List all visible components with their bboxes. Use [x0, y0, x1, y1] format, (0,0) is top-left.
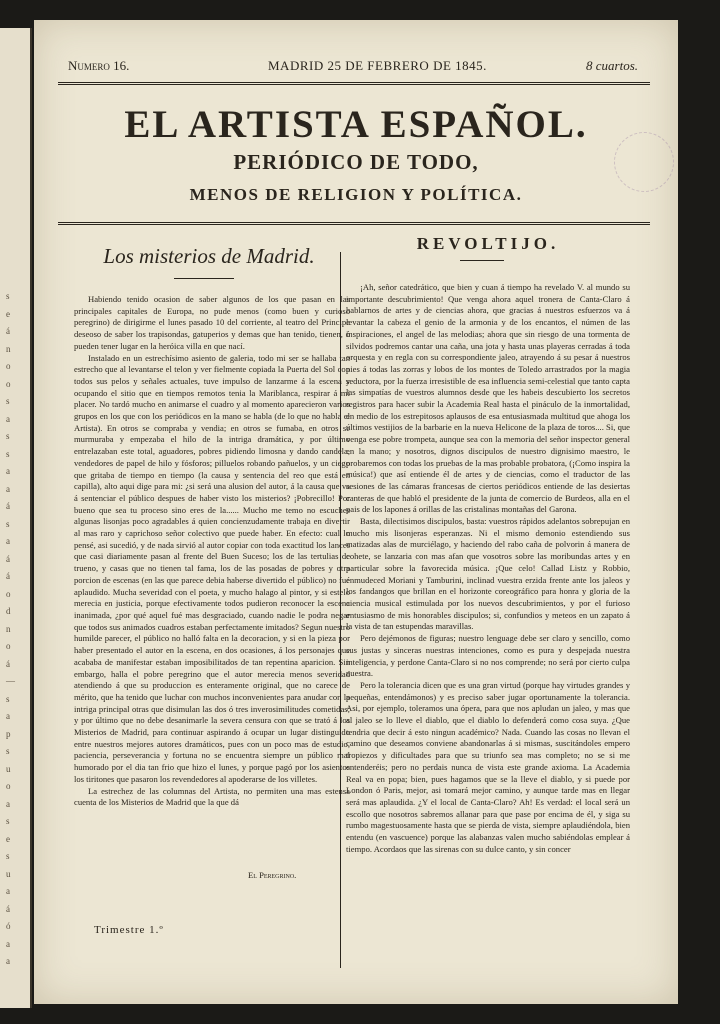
previous-page-fragment: á [6, 571, 10, 581]
footer-quarter: Trimestre 1.º [94, 924, 164, 936]
previous-page-fragment: s [6, 518, 10, 529]
previous-page-fragment: á [6, 553, 10, 564]
left-paragraph: Habiendo tenido ocasion de saber algunos de los que pasan en las principales capitales de Europa, no pude menos (como buen y curioso peregrino) de dirigirme el lunes pasado 10 del corriente, al teatro del Principe deseoso de saber los trapisondas, gatuperios y demas que han tenido, tienen, ó pueden tener lugar en la heróica villa en que nací. [74, 294, 350, 351]
previous-page-fragment: — [6, 676, 15, 686]
previous-page-fragment: u [6, 763, 11, 774]
newspaper-page [34, 20, 678, 1004]
previous-page-fragment: a [6, 413, 10, 424]
issue-number: Numero 16. [68, 58, 130, 73]
header-rule-top [58, 82, 650, 85]
previous-page-fragment: s [6, 816, 10, 826]
previous-page-fragment: n [6, 623, 11, 634]
previous-page-fragment: a [6, 536, 10, 546]
previous-page-fragment: a [6, 956, 10, 966]
previous-page-fragment: s [6, 851, 10, 861]
newspaper-subtitle: PERIÓDICO DE TODO, [233, 150, 479, 174]
previous-page-fragment: s [6, 431, 10, 441]
previous-page-fragment: a [6, 886, 10, 896]
previous-page-fragment: o [6, 361, 11, 371]
article-signature: El Peregrino. [248, 870, 297, 880]
previous-page-fragment: ó [6, 921, 11, 931]
left-article-title: Los misterios de Madrid. [103, 244, 315, 268]
previous-page-fragment: s [6, 746, 10, 756]
previous-page-fragment: u [6, 868, 11, 879]
previous-page-fragment: o [6, 378, 11, 389]
left-article-body [74, 294, 350, 809]
previous-page-fragment: s [6, 448, 10, 459]
previous-page-fragment: e [6, 833, 10, 844]
previous-page-fragment: o [6, 588, 11, 599]
right-paragraph: Basta, dilectisimos discipulos, basta: vuestros rápidos adelantos sobrepujan en mucho mis lisonjeras esperanzas. Ni el mismo demonio estendiendo sus matizadas alas de murciélago, y haciendo del rabo caña de polvorin á manera de cohete, se lanzaria con mas afan que vosotros sobre las moribundas artes y en particular sobre la favorecida música. ¡Que celo! Callad Listz y Robbio, enmudeced Moriani y Tamburini, inclinad vuestra erzida frente ante los jaleos y los fandangos que brillan en el horizonte coreográfico para honra y gloria de la ciencia musical estimulada por los nuevos descubrimientos, y por el furioso entusiasmo de mis honorables discipulos; si, confundios y meteos en un zapato á la vista de tan estupendas maravillas. [346, 516, 630, 632]
previous-page-fragment: a [6, 466, 10, 476]
previous-page-fragment: e [6, 308, 10, 319]
previous-page-fragment: n [6, 343, 11, 354]
previous-page-fragment: a [6, 483, 10, 494]
previous-page-fragment: á [6, 326, 10, 336]
previous-page-fragment: d [6, 606, 11, 616]
issue-price: 8 cuartos. [586, 58, 638, 73]
previous-page-fragment: á [6, 658, 10, 669]
previous-page-fragment: s [6, 396, 10, 406]
previous-page-fragment: á [6, 903, 10, 914]
previous-page-fragment: o [6, 781, 11, 791]
left-paragraph: La estrechez de las columnas del Artista, no permiten una mas estensa cuenta de los Misterios de Madrid que la que dá [74, 785, 350, 808]
left-paragraph: Instalado en un estrechísimo asiento de galeria, todo mi ser se hallaba tan estrecho que al levantarse el telon y ver fielmente copiada la Puerta del Sol con todos sus pelos y señales actuales, tuve impulso de lanzarme á la escena y ocupando el sitio que en tiempos remotos tenia la Mariblanca, respirar á mi placer. No tardó mucho en animarse el cuadro y al momento aparecieron varios grupos en los que con los periódicos en la mano se habla (de lo que no habla el Artista). En otros se compraba y vendia; en otros se fumaba, en otros se murmuraba y empezaba el hilo de la intriga dramática, y por último entrelazaban este total, aguadores, pobres pidiendo limosna y dando candela, vendedores de papel de hilo y fósforos; pilluelos robando pañuelos, y un ciego que gritaba de tiempo en tiempo (la causa y sentencia del reo que está en capilla), alto aqui dige para mi: ¿si será una alusion del autor, á la causa que va á sentenciar el público despues de haber visto los misterios? ¡Pobrecillo! Por bueno que sea tu proceso sino eres de la...... Mucho me temo no escuches algunas lisonjas poco agradables á quien concienzudamente trabaja en divertir al mas raro y caprichoso señor colectivo que puede haber. En efecto: cual lo pensé, asi sucedió, y de nada sirvió al autor copiar con toda exactitud los lances que casi diariamente pasan al frente del Buen Suceso; los de las tertulias de trueno, y casas que no tienen tal fama, los de las posadas de pobres y otra porcion de escenas (en las que parece debia haberse divertido el público) no fué aplaudido. Mucha severidad con el poeta, y mucho halago al pintor, y si estelo merecia en justicia, porque efectivamente todos pudieron reconocer la escena inanimada, ¿por qué aquel fué mas desgraciado, cuando nadie le podra negar que todos sus animados cuadros estaban perfectamente imitados? Segun nuestro humilde parecer, el público no halló falta en la decoracion, y si en la pieza por haber presentado el autor en la escena, en dos ocasiones, á los personajes que acababa de manifestar estaban imposibilitados de tan repentina aparicion. Sin embargo, halla el pobre peregrino que el autor merecia menos severidad atendiendo á que su produccion es enteramente original, que no carece de mérito, que ha tenido que luchar con muchos inconvenientes para anudar con la intriga principal otras que disimulan las dos ó tres inverosimilitudes cometidas; y por último que no debe desanimarle la severa censura con que se trató á los Misterios de Madrid, para continuar aspirando á ocupar un lugar distinguido entre nuestros mejores autores dramáticos, pues con un poco mas de estudio, paciencia, perseverancia y fortuna no se encuentra siempre un público mal humorado por el dia tan frio que hizo el lunes, y porque pagó por los asientos los tiritones que pasaron los revendedores al apoderarse de los villetes. [74, 352, 350, 784]
previous-page-fragment: p [6, 728, 11, 739]
previous-page-fragment: á [6, 501, 10, 511]
previous-page-edge [0, 28, 32, 1008]
right-title-ornament [460, 260, 504, 261]
previous-page-fragment: s [6, 693, 10, 704]
previous-page-fragment: o [6, 641, 11, 651]
previous-page-fragment: a [6, 711, 10, 721]
previous-page-fragment: s [6, 291, 10, 301]
header-rule-bottom [58, 222, 650, 225]
left-title-ornament [174, 278, 234, 279]
right-paragraph: Pero la tolerancia dicen que es una gran virtud (porque hay virtudes grandes y pequeñas, entendámonos) y es preciso saber jugar oportunamente la tolerancia. Asi, por ejemplo, toleramos una ópera, para que nos apludan un jaleo, y mas que al jaleo se lo lleve el diablo, que el diablo lo defenderá como cosa suya. ¿Que tendria que decir á esto ningun académico? Nada. Cuando las cosas no llevan el camino que deseamos conviene abandonarlas á si mismas, suscitándoles empero tropiezos y dificultades para que su triunfo sea mas completo; no se si me entenderéis; pero no perdais nunca de vista este grande axioma. La Academia Real va en popa; bien, pues hagamos que se la lleve el diablo, y si puede por London ó Paris, mejor, asi tomará mejor camino, y aunque tarde mas en llegar será mas aplaudida. ¿Y el local de Canta-Claro? Ah! Es verdad: el local será un escollo que nosotros sabremos allanar para que pase por encima de él, y siga su rumbo magestuosamente hasta que se pierda de vista, siempre aplaudiéndola, bien entendu (en vascuence) porque las alabanzas valen mucho sabiéndolas emplear á tiempo. Acordaos que las sirenas con su dulce canto, y sin concer [346, 679, 630, 854]
newspaper-title: EL ARTISTA ESPAÑOL. [124, 103, 588, 146]
right-article-title: REVOLTIJO. [416, 234, 560, 253]
right-paragraph: ¡Ah, señor catedrático, que bien y cuan á tiempo ha revelado V. al mundo su importante descubrimiento! Que venga ahora aquel tronera de Canta-Claro á hablarnos de artes y de ciencias ahora, que gracias á nuestros esfuerzos va á levantar la cabeza el genio de la armonia y de los encantos, el númen de las inspiraciones, el angel de las melodias; ahora que sin riesgo de una tormenta de silvidos podremos cantar una caña, una jota y hasta unas playeras cerradas á toda orquesta y en regla con su correspondiente jaleo, atrayendo á su pesar á nuestros pies á todas las zorras y lobos de los montes de Toledo arrastrados por la magia seductora, por la fuerza irresistible de esa influencia semi-celestial que tanto capta las simpatías de vuestros alumnos desde que les habeis descubierto los secretos registros para hacer subir la Academia Real hasta el pináculo de la inmortalidad, en medio de los estrepitosos aplausos de esa entusiasmada multitud que ahoga los últimos vestijios de la barbarie en la nueva Helicone de la plaza de toros.... Si, que venga ese pobre trompeta, aunque sea con la memoria del señor inspector general en la mano; y nosotros, dignos discipulos de nuestro dignisimo maestro, le probaremos con todas los pruebas de la mas probable probatora, (¡Como inspira la música!) que así entiende él de artes y de ciencias, como el traductor de las sesiones de las cámaras francesas de ciertos periódicos entiende de las desiertas canteras de que habló el presidente de la junta de comercio de Burdeos, alla en el pais de los lapones á orillas de las cristalinas montañas del Garona. [346, 282, 630, 515]
issue-date: MADRID 25 DE FEBRERO DE 1845. [268, 58, 487, 73]
right-paragraph: Pero dejémonos de figuras; nuestro lenguage debe ser claro y sencillo, como sus justas y sinceras nuestras intenciones, como es pura y despejada nuestra inteligencia, y perdone Canta-Claro si no nos comprende; no será por cierto culpa nuestra. [346, 633, 630, 679]
previous-page-fragment: a [6, 938, 10, 949]
newspaper-motto: MENOS DE RELIGION Y POLÍTICA. [189, 185, 523, 204]
right-article-body [346, 282, 630, 855]
previous-page-fragment: a [6, 798, 10, 809]
